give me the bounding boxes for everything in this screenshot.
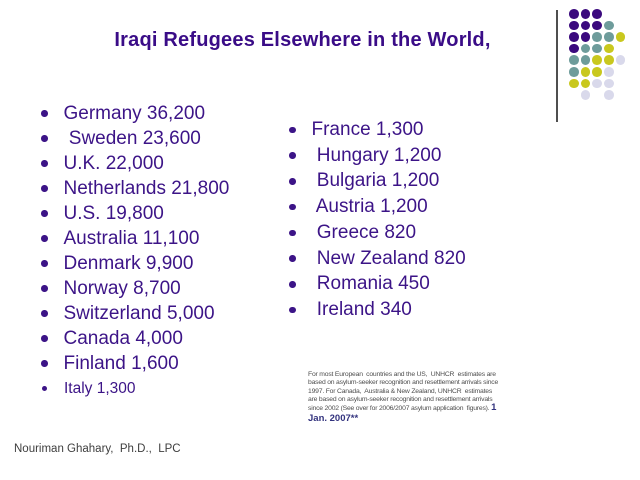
- dot: [569, 55, 579, 65]
- list-item-label: Denmark 9,900: [63, 252, 194, 274]
- footnote-last-line-text: since 2002 (See over for 2006/2007 asylum application figures).: [308, 405, 492, 413]
- dot: [604, 32, 614, 42]
- list-item: [38, 251, 229, 276]
- dot: [569, 44, 579, 54]
- dot: [581, 44, 591, 54]
- list-item: [286, 169, 466, 195]
- bullet-icon: [41, 335, 48, 342]
- dot: [569, 32, 579, 42]
- list-item-label: Greece 820: [311, 221, 417, 243]
- dot: [592, 55, 602, 65]
- list-item-label: Bulgaria 1,200: [311, 170, 440, 192]
- list-item: [286, 297, 466, 323]
- list-item: [286, 143, 466, 169]
- attribution: Nouriman Ghahary, Ph.D., LPC: [14, 443, 181, 455]
- dot: [581, 32, 591, 42]
- dot: [616, 32, 626, 42]
- dot: [569, 21, 579, 31]
- dot: [604, 79, 614, 89]
- dot: [604, 67, 614, 77]
- footnote-line: For most European countries and the US, UNHCR estimates are: [308, 371, 496, 378]
- dot: [592, 79, 602, 89]
- list-item: [38, 276, 229, 301]
- dot: [581, 90, 591, 100]
- list-item: [38, 201, 229, 226]
- list-item-label: U.S. 19,800: [63, 202, 164, 224]
- refugee-list-left: [38, 101, 229, 401]
- list-item-label: Finland 1,600: [63, 352, 179, 374]
- bullet-icon: [289, 307, 296, 314]
- list-item: [38, 376, 229, 401]
- list-item-label: Norway 8,700: [63, 277, 181, 299]
- footnote-lines: [308, 371, 540, 404]
- list-item-label: Canada 4,000: [63, 327, 183, 349]
- dot: [592, 32, 602, 42]
- dot: [604, 21, 614, 31]
- dot: [604, 55, 614, 65]
- dot: [592, 44, 602, 54]
- dot: [604, 90, 614, 100]
- bullet-icon: [289, 255, 296, 262]
- footnote: [308, 371, 540, 424]
- dot: [581, 55, 591, 65]
- bullet-icon: [41, 360, 48, 367]
- dot: [581, 21, 591, 31]
- list-item: [286, 272, 466, 298]
- bullet-icon: [289, 230, 296, 237]
- bullet-icon: [289, 281, 296, 288]
- list-item-label: Sweden 23,600: [63, 127, 201, 149]
- footnote-date-part1: 1: [491, 402, 497, 414]
- list-item: [38, 351, 229, 376]
- list-item: [286, 220, 466, 246]
- dot: [592, 67, 602, 77]
- list-item-label: New Zealand 820: [311, 247, 466, 269]
- dot: [569, 79, 579, 89]
- dot: [604, 44, 614, 54]
- dot: [616, 55, 626, 65]
- footnote-date: Jan. 2007**: [308, 413, 359, 425]
- bullet-icon: [41, 285, 48, 292]
- footnote-line: are based on asylum-seeker recognition and resettlement arrivals: [308, 395, 493, 403]
- refugee-list-right: [286, 117, 466, 323]
- bullet-icon: [41, 185, 48, 192]
- bullet-icon: [289, 204, 296, 211]
- list-item: [38, 226, 229, 251]
- footnote-line: 1997. For Canada, Australia & New Zealand, UNHCR estimates: [308, 387, 493, 395]
- list-item-label: Australia 11,100: [63, 227, 200, 249]
- dot: [581, 9, 591, 19]
- list-item: [38, 326, 229, 351]
- list-item: [38, 126, 229, 151]
- list-item-label: Germany 36,200: [63, 102, 206, 124]
- list-item-label: Hungary 1,200: [311, 144, 442, 166]
- footnote-line: based on asylum-seeker recognition and resettlement arrivals since: [308, 379, 499, 387]
- list-item-label: Romania 450: [311, 273, 430, 295]
- bullet-icon: [41, 235, 48, 242]
- list-item-label: France 1,300: [311, 118, 424, 140]
- bullet-icon: [41, 210, 48, 217]
- bullet-icon: [41, 110, 48, 117]
- dot: [592, 9, 602, 19]
- list-item: [38, 176, 229, 201]
- bullet-icon: [289, 178, 296, 185]
- page-title: Iraqi Refugees Elsewhere in the World,: [114, 29, 491, 51]
- dot: [581, 67, 591, 77]
- dot: [569, 9, 579, 19]
- list-item-label: Austria 1,200: [311, 196, 428, 218]
- list-item: [286, 194, 466, 220]
- bullet-icon: [41, 260, 48, 267]
- dot: [569, 67, 579, 77]
- vertical-divider-line: [556, 10, 558, 122]
- footnote-last-line: [308, 404, 540, 413]
- bullet-icon: [289, 152, 296, 159]
- list-item-label: Netherlands 21,800: [63, 177, 230, 199]
- list-item: [38, 101, 229, 126]
- bullet-icon: [41, 310, 48, 317]
- list-item-label: Italy 1,300: [64, 379, 136, 397]
- list-item-label: Ireland 340: [311, 299, 412, 321]
- list-item: [38, 151, 229, 176]
- bullet-icon: [289, 127, 296, 134]
- dot: [592, 21, 602, 31]
- bullet-icon: [41, 135, 48, 142]
- bullet-icon: [42, 386, 48, 392]
- list-item: [286, 117, 466, 143]
- dots-decoration: [569, 9, 639, 109]
- list-item: [38, 301, 229, 326]
- bullet-icon: [41, 160, 48, 167]
- list-item-label: Switzerland 5,000: [63, 302, 215, 324]
- list-item: [286, 246, 466, 272]
- list-item-label: U.K. 22,000: [63, 152, 164, 174]
- dot: [581, 79, 591, 89]
